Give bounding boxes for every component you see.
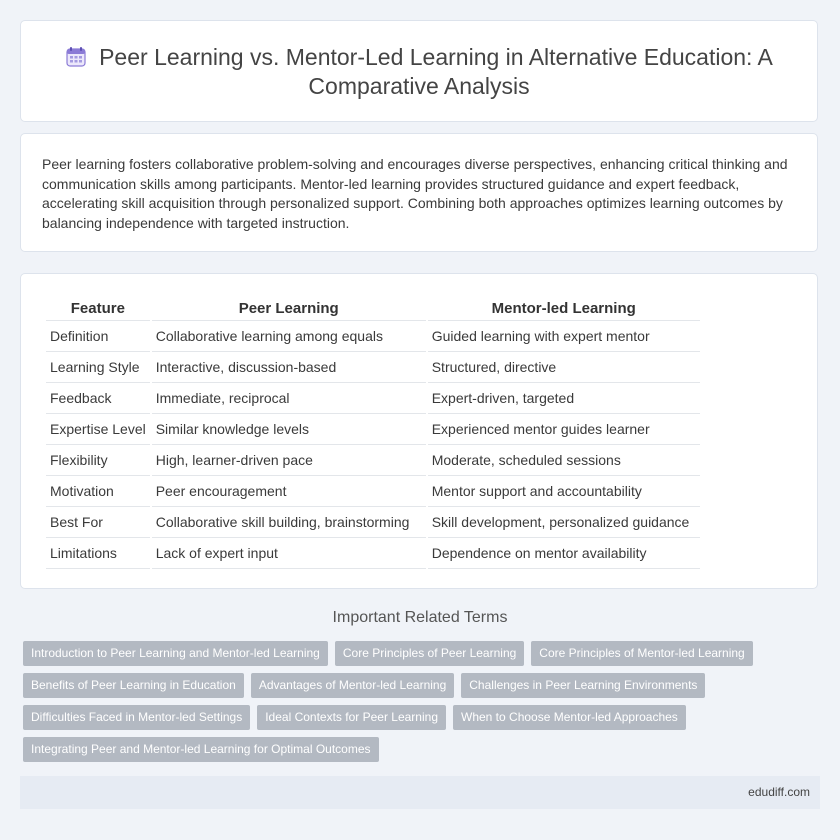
related-term-tag[interactable]: Benefits of Peer Learning in Education	[23, 673, 244, 698]
table-row	[46, 414, 700, 445]
table-row	[46, 507, 700, 538]
cell-feature: Motivation	[46, 476, 150, 507]
page-title-wrap	[21, 43, 817, 101]
related-terms-heading: Important Related Terms	[332, 609, 508, 626]
cell-peer: Lack of expert input	[152, 538, 426, 569]
table-row	[46, 383, 700, 414]
tag-row	[23, 641, 803, 666]
cell-mentor: Mentor support and accountability	[428, 476, 700, 507]
site-link[interactable]: edudiff.com	[748, 785, 810, 799]
cell-mentor: Structured, directive	[428, 352, 700, 383]
cell-peer: Interactive, discussion-based	[152, 352, 426, 383]
related-terms-list	[23, 641, 803, 769]
cell-feature: Limitations	[46, 538, 150, 569]
intro-paragraph: Peer learning fosters collaborative problem-solving and encourages diverse perspectives, enhancing critical thinking and communication skills among participants. Mentor-led learning provides structured guidance and expert feedback, accelerating skill acquisition through personalized support. Combining both approaches optimizes learning outcomes by balancing independence with targeted instruction.	[42, 156, 788, 231]
cell-feature: Best For	[46, 507, 150, 538]
cell-peer: Collaborative skill building, brainstorming	[152, 507, 426, 538]
tag-row	[23, 673, 803, 698]
table-row	[46, 321, 700, 352]
cell-feature: Feedback	[46, 383, 150, 414]
related-term-tag[interactable]: Ideal Contexts for Peer Learning	[257, 705, 446, 730]
cell-peer: Collaborative learning among equals	[152, 321, 426, 352]
cell-peer: Similar knowledge levels	[152, 414, 426, 445]
table-row	[46, 538, 700, 569]
cell-mentor: Guided learning with expert mentor	[428, 321, 700, 352]
related-term-tag[interactable]: Difficulties Faced in Mentor-led Settings	[23, 705, 250, 730]
tag-row	[23, 737, 803, 762]
page-title: Peer Learning vs. Mentor-Led Learning in Alternative Education: A Comparative Analysis	[99, 44, 773, 99]
header-mentor-led-learning: Mentor-led Learning	[428, 296, 700, 321]
cell-peer: High, learner-driven pace	[152, 445, 426, 476]
intro-card	[20, 133, 818, 252]
table-header-row	[46, 296, 700, 321]
cell-mentor: Expert-driven, targeted	[428, 383, 700, 414]
cell-mentor: Moderate, scheduled sessions	[428, 445, 700, 476]
comparison-table	[44, 296, 702, 569]
header-feature: Feature	[46, 296, 150, 321]
related-term-tag[interactable]: Core Principles of Mentor-led Learning	[531, 641, 752, 666]
cell-mentor: Dependence on mentor availability	[428, 538, 700, 569]
cell-feature: Definition	[46, 321, 150, 352]
title-card	[20, 20, 818, 122]
table-row	[46, 352, 700, 383]
tag-row	[23, 705, 803, 730]
related-term-tag[interactable]: Introduction to Peer Learning and Mentor-led Learning	[23, 641, 328, 666]
cell-feature: Expertise Level	[46, 414, 150, 445]
related-term-tag[interactable]: Core Principles of Peer Learning	[335, 641, 524, 666]
cell-peer: Peer encouragement	[152, 476, 426, 507]
table-row	[46, 476, 700, 507]
header-peer-learning: Peer Learning	[152, 296, 426, 321]
comparison-card	[20, 273, 818, 589]
table-row	[46, 445, 700, 476]
calendar-icon	[65, 46, 87, 68]
related-term-tag[interactable]: Challenges in Peer Learning Environments	[461, 673, 705, 698]
cell-feature: Learning Style	[46, 352, 150, 383]
footer	[20, 776, 820, 809]
cell-mentor: Experienced mentor guides learner	[428, 414, 700, 445]
cell-mentor: Skill development, personalized guidance	[428, 507, 700, 538]
related-term-tag[interactable]: Integrating Peer and Mentor-led Learning for Optimal Outcomes	[23, 737, 379, 762]
related-term-tag[interactable]: Advantages of Mentor-led Learning	[251, 673, 454, 698]
related-term-tag[interactable]: When to Choose Mentor-led Approaches	[453, 705, 686, 730]
cell-peer: Immediate, reciprocal	[152, 383, 426, 414]
cell-feature: Flexibility	[46, 445, 150, 476]
